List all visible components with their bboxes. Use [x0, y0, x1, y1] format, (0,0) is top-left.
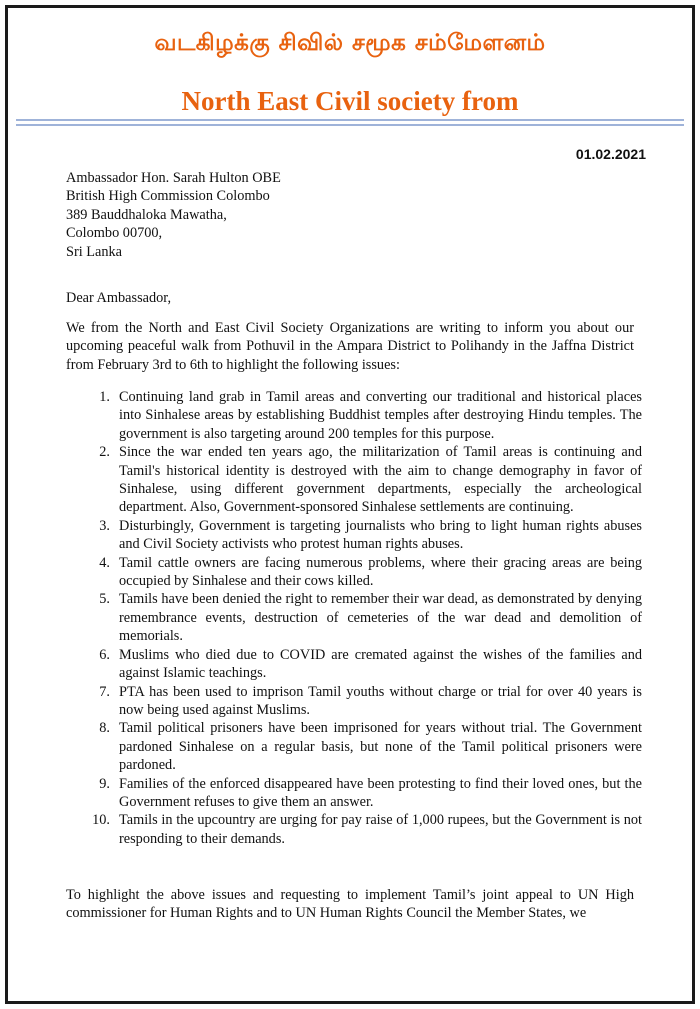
- closing-paragraph: To highlight the above issues and requesting to implement Tamil’s joint appeal to UN High commissioner for Human Rights and to UN Human Rights Council the Member States, we: [66, 887, 634, 922]
- address-line: 389 Bauddhaloka Mawatha,: [66, 206, 227, 223]
- list-item: [96, 683, 642, 720]
- list-number: 7.: [99, 683, 110, 700]
- issues-list: [92, 388, 642, 848]
- list-item: [96, 719, 642, 774]
- header-divider-bottom: [16, 124, 684, 126]
- list-number: 5.: [99, 591, 110, 608]
- address-line: Colombo 00700,: [66, 225, 163, 242]
- header-divider-top: [16, 119, 684, 121]
- list-item-text: Disturbingly, Government is targeting journalists who bring to light human rights abuses and Civil Society activists who protest human rights abuses.: [119, 517, 642, 553]
- english-org-title: North East Civil society from: [181, 86, 519, 116]
- address-line: Ambassador Hon. Sarah Hulton OBE: [66, 170, 281, 186]
- list-number: 8.: [99, 720, 110, 737]
- tamil-org-title: வடகிழக்கு சிவில் சமூக சம்மேளனம்: [154, 30, 546, 56]
- list-item-text: Tamil political prisoners have been imprisoned for years without trial. The Government pardoned Sinhalese on a regular basis, but none of the Tamil political prisoners were pardoned.: [119, 720, 642, 774]
- list-item-text: Continuing land grab in Tamil areas and converting our traditional and historical places into Sinhalese areas by establishing Buddhist temples after destroying Hindu temples. The government is also targeting around 200 temples for this purpose.: [119, 389, 642, 442]
- list-item: [96, 443, 642, 517]
- list-item: [96, 554, 642, 591]
- list-item: [96, 388, 642, 443]
- list-number: 9.: [99, 775, 110, 792]
- list-number: 4.: [99, 554, 110, 571]
- list-item-text: Muslims who died due to COVID are cremated against the wishes of the families and against Islamic teachings.: [119, 646, 642, 682]
- list-item-text: PTA has been used to imprison Tamil youths without charge or trial for over 40 years is now being used against Muslims.: [119, 683, 642, 718]
- list-number: 10.: [92, 812, 110, 829]
- list-item-text: Tamils have been denied the right to remember their war dead, as demonstrated by denying remembrance events, destruction of cemeteries of the war dead and demolition of memorials.: [119, 591, 642, 645]
- address-line: British High Commission Colombo: [66, 188, 270, 205]
- letter-date: 01.02.2021: [575, 146, 646, 162]
- recipient-address: [66, 169, 634, 261]
- list-item-text: Families of the enforced disappeared have been protesting to find their loved ones, but the Government refuses to give them an answer.: [119, 775, 642, 810]
- address-line: Sri Lanka: [66, 243, 122, 260]
- list-item-text: Tamil cattle owners are facing numerous problems, where their gracing areas are being occupied by Sinhalese and their cows killed.: [119, 554, 642, 590]
- list-item: [92, 811, 642, 848]
- list-item-text: Since the war ended ten years ago, the militarization of Tamil areas is continuing and Tamil's historical identity is destroyed with the aim to change demography in favor of Sinhalese, using different government departments, especially the archeological department. Also, Government-sponsored Sinhalese settlements are continuing.: [119, 444, 642, 516]
- list-number: 3.: [99, 517, 110, 534]
- list-item: [96, 590, 642, 645]
- salutation: Dear Ambassador,: [66, 290, 172, 306]
- letter-page: [5, 5, 695, 1004]
- list-item: [96, 517, 642, 554]
- list-item: [96, 775, 642, 812]
- list-number: 2.: [99, 444, 110, 461]
- intro-paragraph: We from the North and East Civil Society Organizations are writing to inform you about our upcoming peaceful walk from Pothuvil in the Ampara District to Polihandy in the Jaffna District from February 3rd to 6th to highlight the following issues:: [66, 320, 634, 373]
- list-number: 1.: [99, 389, 110, 405]
- list-item: [96, 646, 642, 683]
- list-item-text: Tamils in the upcountry are urging for pay raise of 1,000 rupees, but the Government is not responding to their demands.: [119, 812, 642, 847]
- list-number: 6.: [99, 646, 110, 663]
